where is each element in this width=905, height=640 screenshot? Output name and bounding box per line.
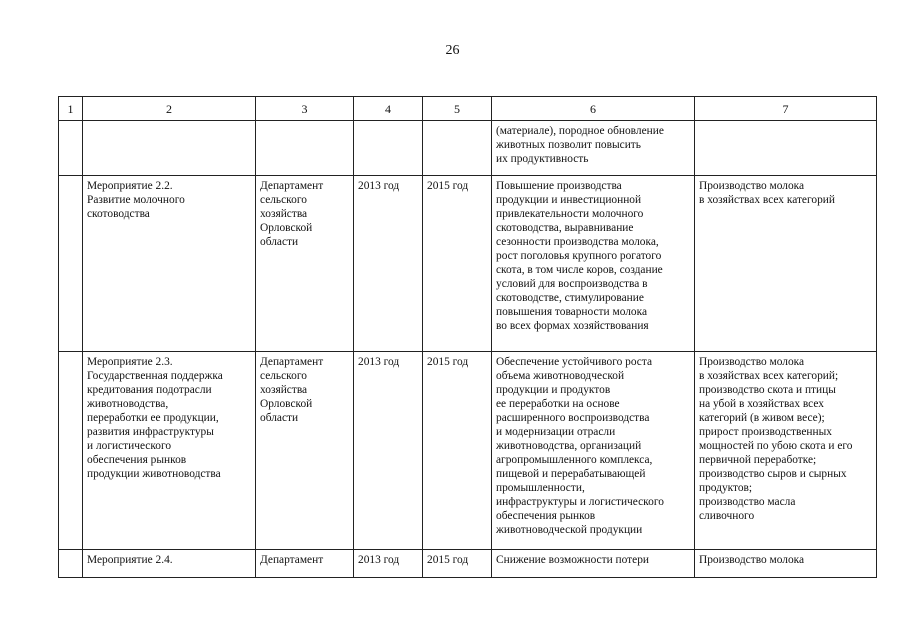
expected-result-cell: (материале), породное обновление животных позволит повысить их продуктивность [492,121,695,176]
column-header: 1 [59,97,83,121]
table-row [59,176,877,352]
indicator-cell [695,121,877,176]
page-number: 26 [445,43,460,58]
column-header: 6 [492,97,695,121]
measure-cell: Мероприятие 2.4. [83,550,256,578]
end-year-cell [423,121,492,176]
end-year-cell: 2015 год [423,550,492,578]
table-row [59,550,877,578]
indicator-cell: Производство молока в хозяйствах всех категорий [695,176,877,352]
measure-cell: Мероприятие 2.2. Развитие молочного скотоводства [83,176,256,352]
executor-cell: Департамент сельского хозяйства Орловской области [256,176,354,352]
executor-cell: Департамент [256,550,354,578]
row-number-cell [59,176,83,352]
indicator-cell: Производство молока в хозяйствах всех категорий; производство скота и птицы на убой в хозяйствах всех категорий (в живом весе); прирост производственных мощностей по убою скота и его первичной переработке; производство сыров и сырных продуктов; производство масла сливочного [695,352,877,550]
expected-result-cell: Повышение производства продукции и инвестиционной привлекательности молочного скотоводства, выравнивание сезонности производства молока, рост поголовья крупного рогатого скота, в том числе коров, создание условий для воспроизводства в скотоводстве, стимулирование повышения товарности молока во всех формах хозяйствования [492,176,695,352]
executor-cell: Департамент сельского хозяйства Орловской области [256,352,354,550]
column-header: 3 [256,97,354,121]
measure-cell [83,121,256,176]
table-header-row [59,97,877,121]
executor-cell [256,121,354,176]
start-year-cell [354,121,423,176]
row-number-cell [59,352,83,550]
column-header: 4 [354,97,423,121]
program-measures-table [58,96,877,578]
end-year-cell: 2015 год [423,352,492,550]
start-year-cell: 2013 год [354,176,423,352]
column-header: 7 [695,97,877,121]
column-header: 2 [83,97,256,121]
end-year-cell: 2015 год [423,176,492,352]
expected-result-cell: Обеспечение устойчивого роста объема животноводческой продукции и продуктов ее переработки на основе расширенного воспроизводства и модернизации отрасли животноводства, организаций агропромышленного комплекса, пищевой и перерабатывающей промышленности, инфраструктуры и логистического обеспечения рынков животноводческой продукции [492,352,695,550]
row-number-cell [59,121,83,176]
measure-cell: Мероприятие 2.3. Государственная поддержка кредитования подотрасли животноводства, переработки ее продукции, развития инфраструктуры и логистического обеспечения рынков продукции животноводства [83,352,256,550]
expected-result-cell: Снижение возможности потери [492,550,695,578]
indicator-cell: Производство молока [695,550,877,578]
start-year-cell: 2013 год [354,352,423,550]
table-row [59,121,877,176]
column-header: 5 [423,97,492,121]
row-number-cell [59,550,83,578]
start-year-cell: 2013 год [354,550,423,578]
table-row [59,352,877,550]
